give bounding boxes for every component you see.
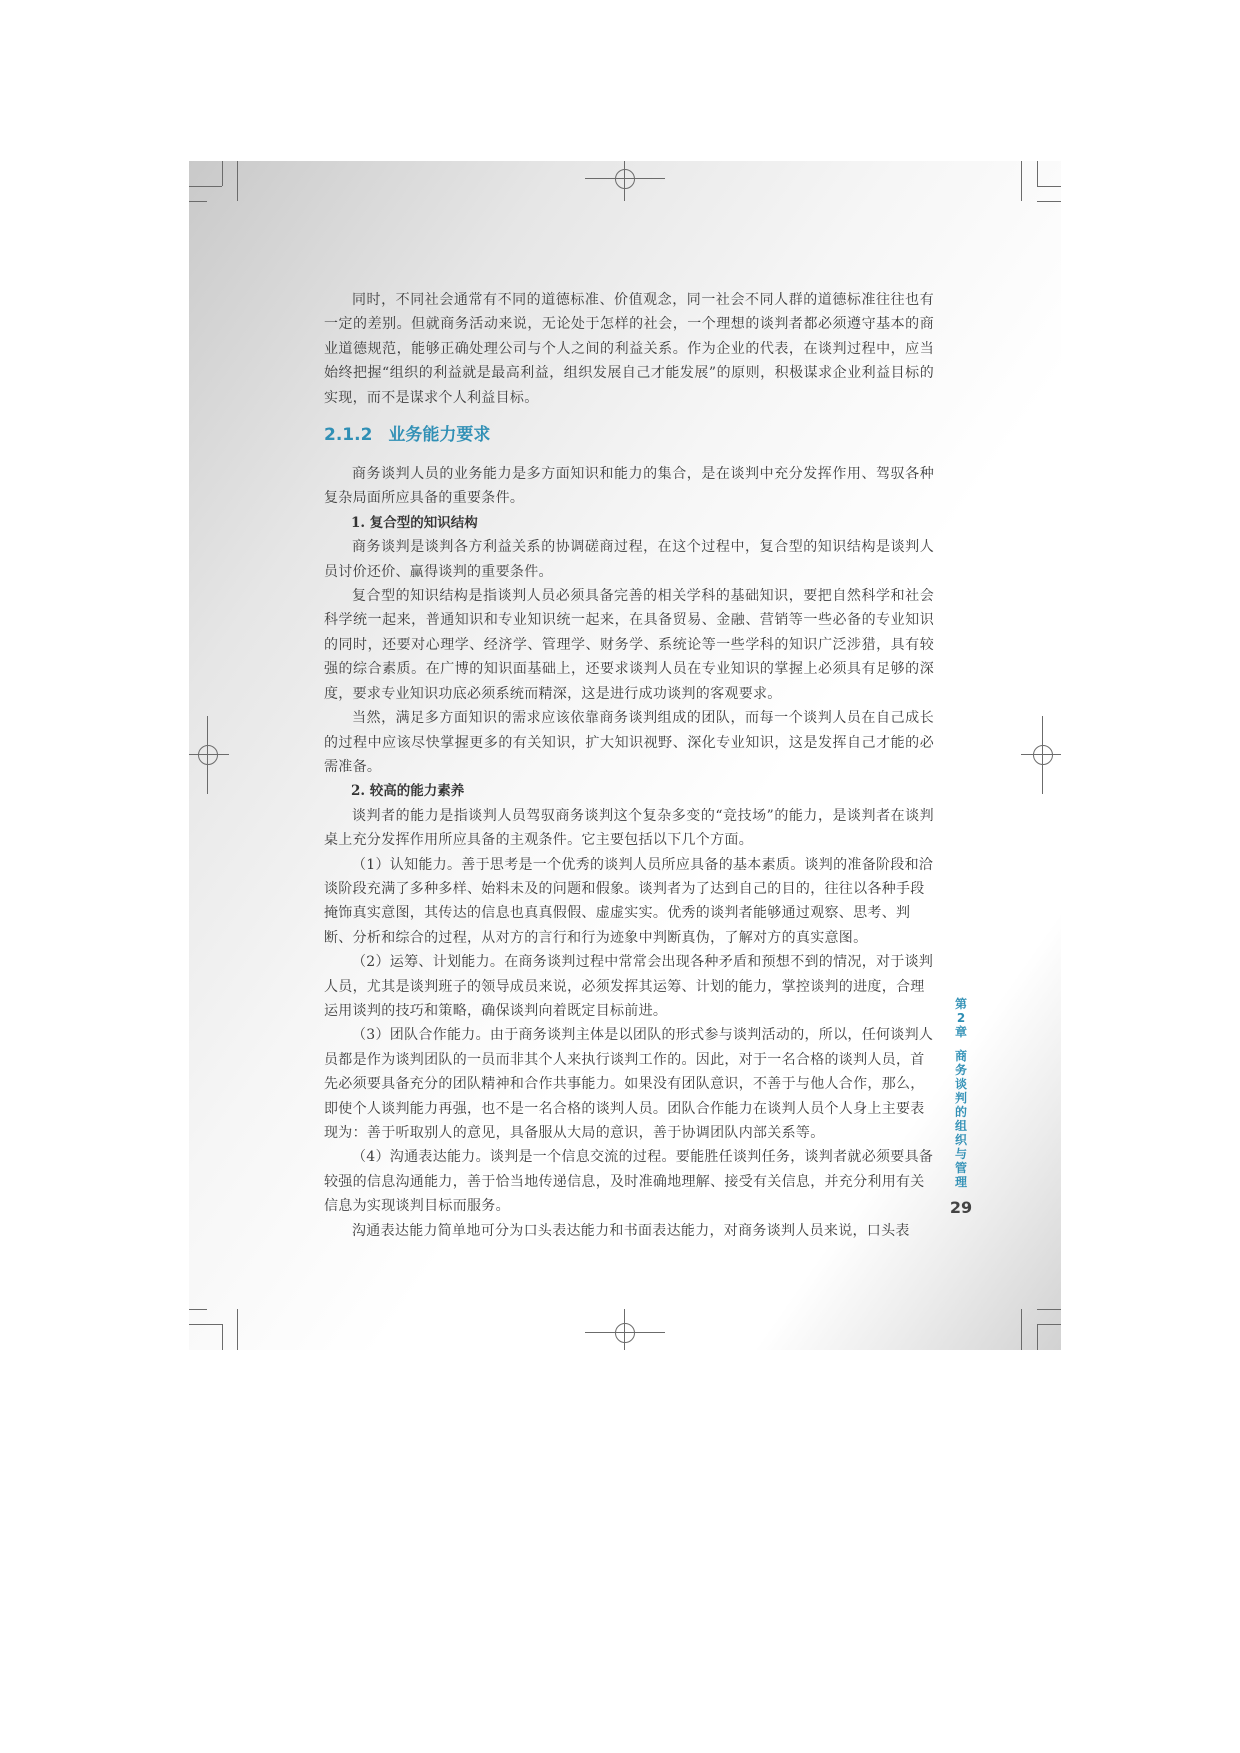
crop-mark-top-right-v2 <box>1037 161 1038 186</box>
subheading: 2. 较高的能力素养 <box>351 783 465 800</box>
side-chapter-label: 第 2 章 <box>954 997 967 1039</box>
paragraph: 沟通表达能力简单地可分为口头表达能力和书面表达能力，对商务谈判人员来说，口头表 <box>352 1222 910 1239</box>
section-number: 2.1.2 <box>324 425 373 446</box>
crop-mark-bottom-left-h <box>189 1309 207 1310</box>
crop-mark-top-left-h <box>189 186 222 187</box>
subheading: 1. 复合型的知识结构 <box>351 514 478 531</box>
side-chapter-tab <box>949 997 973 1189</box>
crop-mark-bottom-right-v2 <box>1037 1324 1038 1350</box>
registration-mark-top-circle <box>615 169 635 189</box>
paragraph: 同时，不同社会通常有不同的道德标准、价值观念，同一社会不同人群的道德标准往往也有一定的差别。但就商务活动来说，无论处于怎样的社会，一个理想的谈判者都必须遵守基本的商业道德规范，能够正确处理公司与个人之间的利益关系。作为企业的代表，在谈判过程中，应当始终把握“组织的利益就是最高利益，组织发展自己才能发展”的原则，积极谋求企业利益目标的实现，而不是谋求个人利益目标。 <box>324 292 934 406</box>
crop-mark-bottom-right-v <box>1021 1309 1022 1350</box>
crop-mark-bottom-right-h <box>1037 1309 1061 1310</box>
crop-mark-bottom-left-v <box>222 1324 223 1350</box>
crop-mark-top-right-h2 <box>1037 201 1061 202</box>
list-item: （4）沟通表达能力。谈判是一个信息交流的过程。要能胜任谈判任务，谈判者就必须要具备较强的信息沟通能力，善于恰当地传递信息，及时准确地理解、接受有关信息，并充分利用有关信息为实现谈判目标而服务。 <box>324 1149 934 1215</box>
list-item: （1）认知能力。善于思考是一个优秀的谈判人员所应具备的基本素质。谈判的准备阶段和洽谈阶段充满了多种多样、始料未及的问题和假象。谈判者为了达到自己的目的，往往以各种手段掩饰真实意图，其传达的信息也真真假假、虚虚实实。优秀的谈判者能够通过观察、思考、判断、分析和综合的过程，从对方的言行和行为迹象中判断真伪，了解对方的真实意图。 <box>324 856 934 946</box>
book-page <box>189 161 1061 1350</box>
paragraph: 商务谈判是谈判各方利益关系的协调磋商过程，在这个过程中，复合型的知识结构是谈判人员讨价还价、赢得谈判的重要条件。 <box>324 539 934 580</box>
section-title: 业务能力要求 <box>388 425 491 446</box>
page-number: 29 <box>949 1198 973 1217</box>
list-item: （2）运筹、计划能力。在商务谈判过程中常常会出现各种矛盾和预想不到的情况，对于谈判人员，尤其是谈判班子的领导成员来说，必须发挥其运筹、计划的能力，掌控谈判的进度，合理运用谈判的技巧和策略，确保谈判向着既定目标前进。 <box>324 954 934 1019</box>
side-chapter-title: 商 务 谈 判 的 组 织 与 管 理 <box>954 1049 967 1189</box>
list-item: （3）团队合作能力。由于商务谈判主体是以团队的形式参与谈判活动的，所以，任何谈判人员都是作为谈判团队的一员而非其个人来执行谈判工作的。因此，对于一名合格的谈判人员，首先必须要具备充分的团队精神和合作共事能力。如果没有团队意识，不善于与他人合作，那么，即使个人谈判能力再强，也不是一名合格的谈判人员。团队合作能力在谈判人员个人身上主要表现为：善于听取别人的意见，具备服从大局的意识，善于协调团队内部关系等。 <box>324 1027 934 1141</box>
paragraph: 商务谈判人员的业务能力是多方面知识和能力的集合，是在谈判中充分发挥作用、驾驭各种复杂局面所应具备的重要条件。 <box>324 466 934 507</box>
crop-mark-bottom-left-h2 <box>189 1324 222 1325</box>
page-body <box>324 288 934 1243</box>
paragraph: 谈判者的能力是指谈判人员驾驭商务谈判这个复杂多变的“竞技场”的能力，是谈判者在谈判桌上充分发挥作用所应具备的主观条件。它主要包括以下几个方面。 <box>324 807 934 849</box>
crop-mark-top-left-v <box>222 161 223 186</box>
crop-mark-top-right-v <box>1021 161 1022 201</box>
crop-mark-bottom-left-v2 <box>237 1309 238 1350</box>
registration-mark-bottom-circle <box>615 1323 635 1343</box>
registration-mark-left-circle <box>198 745 218 765</box>
paragraph: 当然，满足多方面知识的需求应该依靠商务谈判组成的团队，而每一个谈判人员在自己成长的过程中应该尽快掌握更多的有关知识，扩大知识视野、深化专业知识，这是发挥自己才能的必需准备。 <box>324 710 934 775</box>
section-heading <box>324 422 934 448</box>
registration-mark-right-circle <box>1033 745 1053 765</box>
crop-mark-bottom-right-h2 <box>1037 1324 1061 1325</box>
crop-mark-top-left-v2 <box>237 161 238 201</box>
crop-mark-top-right-h <box>1037 186 1061 187</box>
paragraph: 复合型的知识结构是指谈判人员必须具备完善的相关学科的基础知识，要把自然科学和社会科学统一起来，普通知识和专业知识统一起来，在具备贸易、金融、营销等一些必备的专业知识的同时，还要对心理学、经济学、管理学、财务学、系统论等一些学科的知识广泛涉猎，具有较强的综合素质。在广博的知识面基础上，还要求谈判人员在专业知识的掌握上必须具有足够的深度，要求专业知识功底必须系统而精深，这是进行成功谈判的客观要求。 <box>324 588 934 702</box>
crop-mark-top-left-h2 <box>189 201 207 202</box>
